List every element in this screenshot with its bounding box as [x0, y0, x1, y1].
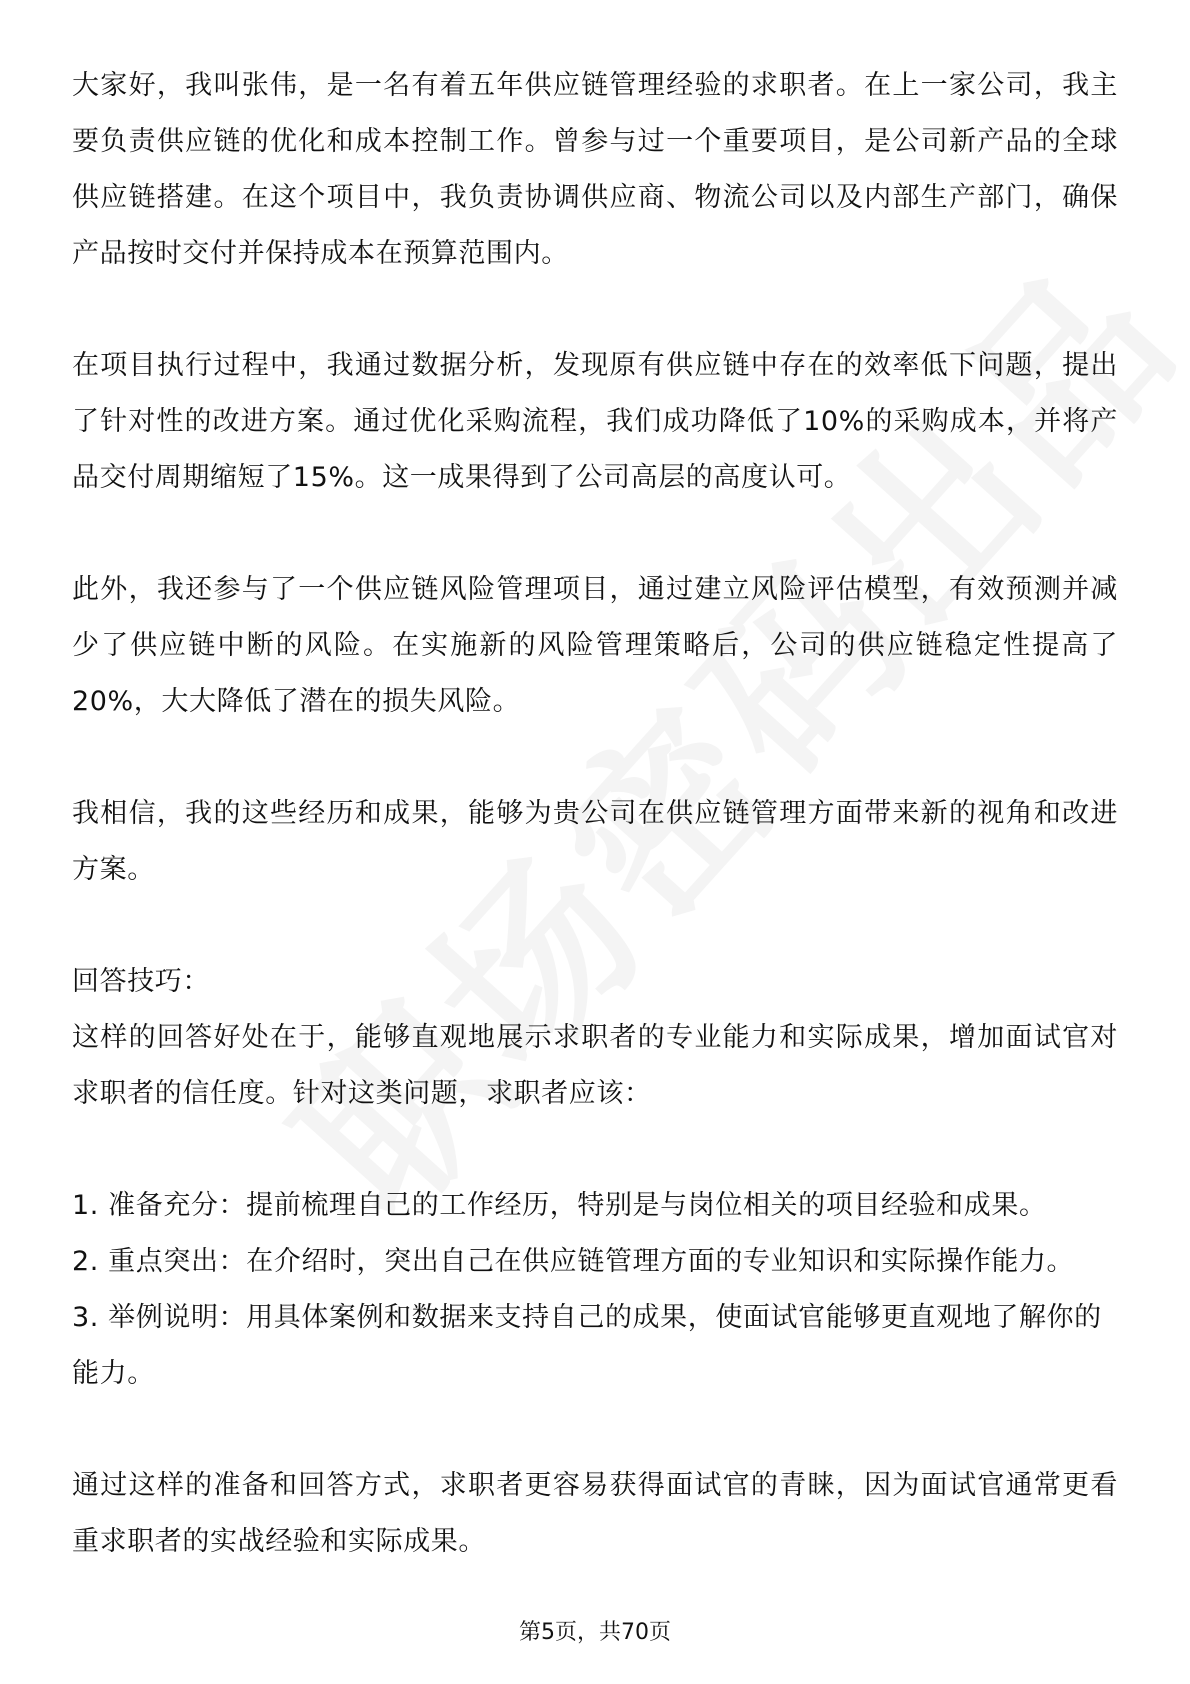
paragraph-spacer: [72, 282, 1118, 338]
paragraph-project-results: 在项目执行过程中，我通过数据分析，发现原有供应链中存在的效率低下问题，提出了针对性的改进方案。通过优化采购流程，我们成功降低了10%的采购成本，并将产品交付周期缩短了15%。这一成果得到了公司高层的高度认可。: [72, 350, 1118, 493]
tips-list-item: 2. 重点突出：在介绍时，突出自己在供应链管理方面的专业知识和实际操作能力。: [72, 1246, 1075, 1277]
paragraph-closing-statement: 我相信，我的这些经历和成果，能够为贵公司在供应链管理方面带来新的视角和改进方案。: [72, 798, 1118, 885]
document-body: [72, 58, 1118, 1570]
paragraph-spacer: [72, 898, 1118, 954]
paragraph-risk-management: 此外，我还参与了一个供应链风险管理项目，通过建立风险评估模型，有效预测并减少了供应链中断的风险。在实施新的风险管理策略后，公司的供应链稳定性提高了20%，大大降低了潜在的损失风险。: [72, 574, 1118, 717]
tips-list-item: 1. 准备充分：提前梳理自己的工作经历，特别是与岗位相关的项目经验和成果。: [72, 1190, 1047, 1221]
tips-heading: 回答技巧：: [72, 966, 210, 997]
paragraph-spacer: [72, 506, 1118, 562]
paragraph-spacer: [72, 1402, 1118, 1458]
paragraph-spacer: [72, 1122, 1118, 1178]
paragraph-intro: 大家好，我叫张伟，是一名有着五年供应链管理经验的求职者。在上一家公司，我主要负责供应链的优化和成本控制工作。曾参与过一个重要项目，是公司新产品的全球供应链搭建。在这个项目中，我负责协调供应商、物流公司以及内部生产部门，确保产品按时交付并保持成本在预算范围内。: [72, 70, 1118, 269]
paragraph-conclusion: 通过这样的准备和回答方式，求职者更容易获得面试官的青睐，因为面试官通常更看重求职者的实战经验和实际成果。: [72, 1470, 1118, 1557]
tips-list-item: 3. 举例说明：用具体案例和数据来支持自己的成果，使面试官能够更直观地了解你的能力。: [72, 1302, 1102, 1389]
paragraph-spacer: [72, 730, 1118, 786]
page-number: 第5页，共70页: [519, 1620, 671, 1645]
tips-intro: 这样的回答好处在于，能够直观地展示求职者的专业能力和实际成果，增加面试官对求职者的信任度。针对这类问题，求职者应该：: [72, 1022, 1118, 1109]
